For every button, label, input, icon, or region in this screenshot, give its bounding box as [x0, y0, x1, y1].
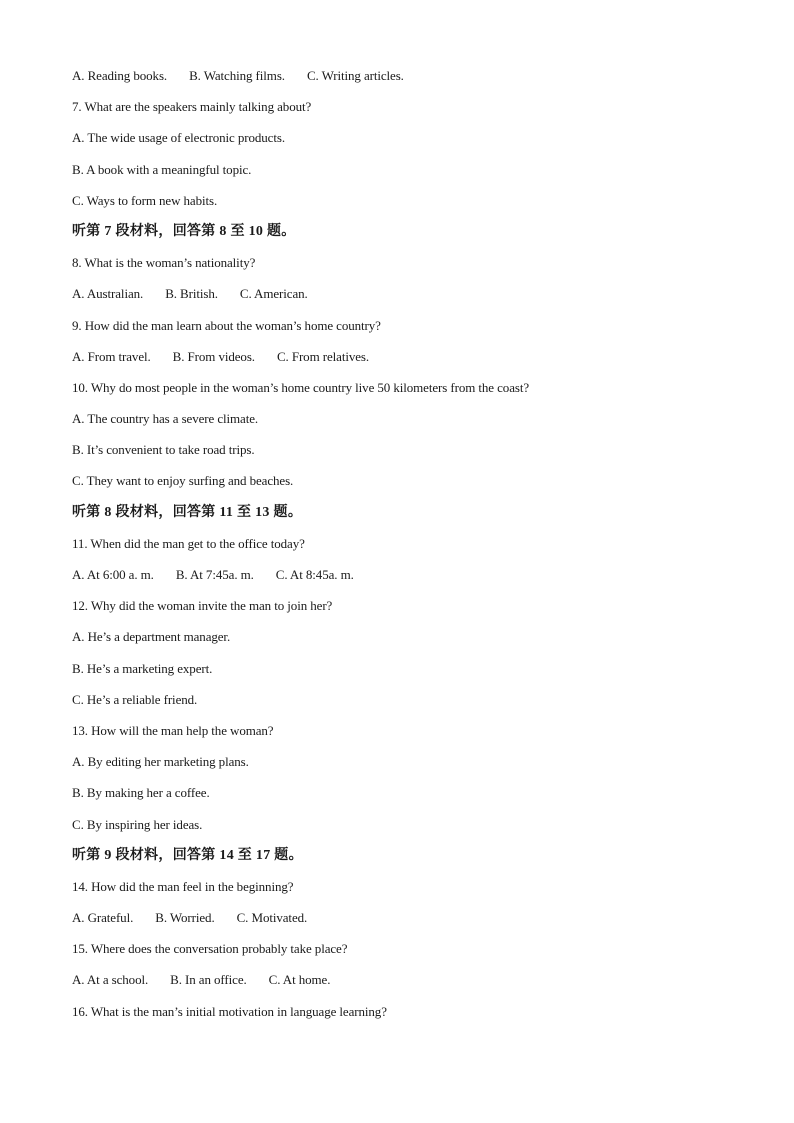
question-line: B. By making her a coffee. [72, 785, 210, 801]
question-line: C. They want to enjoy surfing and beaches. [72, 473, 294, 489]
answer-option: C. American. [239, 286, 308, 302]
question-line: A. He’s a department manager. [72, 629, 231, 645]
question-line: 13. How will the man help the woman? [72, 722, 274, 738]
question-line: 7. What are the speakers mainly talking about? [72, 99, 312, 115]
answer-option: B. Worried. [155, 910, 215, 926]
answer-options-row [72, 66, 752, 97]
answer-option: A. At 6:00 a. m. [72, 567, 154, 582]
answer-options-row [72, 970, 752, 1001]
answer-option: B. From videos. [172, 348, 255, 364]
question-line: B. A book with a meaningful topic. [72, 161, 252, 177]
question-line: A. The country has a severe climate. [72, 411, 259, 427]
question-line: 9. How did the man learn about the woman’s home country? [72, 317, 381, 333]
question-line: 14. How did the man feel in the beginning? [72, 878, 294, 894]
question-line: B. He’s a marketing expert. [72, 660, 213, 676]
section-heading: 听第 8 段材料，回答第 11 至 13 题。 [72, 504, 303, 520]
answer-option: C. At 8:45a. m. [275, 567, 354, 582]
answer-option: C. At home. [268, 972, 331, 988]
question-line: B. It’s convenient to take road trips. [72, 442, 255, 458]
answer-option: A. Australian. [72, 286, 144, 302]
exam-page [72, 66, 752, 1033]
answer-option: B. At 7:45a. m. [175, 567, 254, 582]
answer-option: B. Watching films. [189, 68, 285, 83]
answer-option: C. From relatives. [276, 348, 370, 364]
answer-option: A. Grateful. [72, 910, 134, 926]
question-line: 8. What is the woman’s nationality? [72, 255, 256, 271]
answer-option: C. Writing articles. [306, 68, 404, 83]
question-line: 15. Where does the conversation probably take place? [72, 941, 348, 957]
question-line: C. He’s a reliable friend. [72, 691, 198, 707]
question-line: A. The wide usage of electronic products. [72, 130, 285, 146]
question-line: 10. Why do most people in the woman’s home country live 50 kilometers from the coast? [72, 379, 529, 395]
question-line: 16. What is the man’s initial motivation in language learning? [72, 1003, 387, 1019]
section-heading: 听第 7 段材料，回答第 8 至 10 题。 [72, 223, 296, 239]
section-heading: 听第 9 段材料，回答第 14 至 17 题。 [72, 847, 303, 863]
answer-option: A. At a school. [72, 972, 149, 988]
answer-options-row [72, 908, 752, 939]
question-line: 11. When did the man get to the office today? [72, 535, 305, 551]
answer-option: A. From travel. [72, 348, 151, 364]
question-line: C. By inspiring her ideas. [72, 816, 203, 832]
question-line: C. Ways to form new habits. [72, 192, 218, 208]
answer-options-row [72, 284, 752, 315]
answer-option: B. British. [165, 286, 218, 302]
question-line: A. By editing her marketing plans. [72, 754, 249, 770]
answer-option: C. Motivated. [236, 910, 308, 926]
answer-option: B. In an office. [170, 972, 247, 988]
question-line: 12. Why did the woman invite the man to join her? [72, 598, 333, 614]
answer-options-row [72, 565, 752, 596]
answer-option: A. Reading books. [72, 68, 168, 83]
answer-options-row [72, 347, 752, 378]
